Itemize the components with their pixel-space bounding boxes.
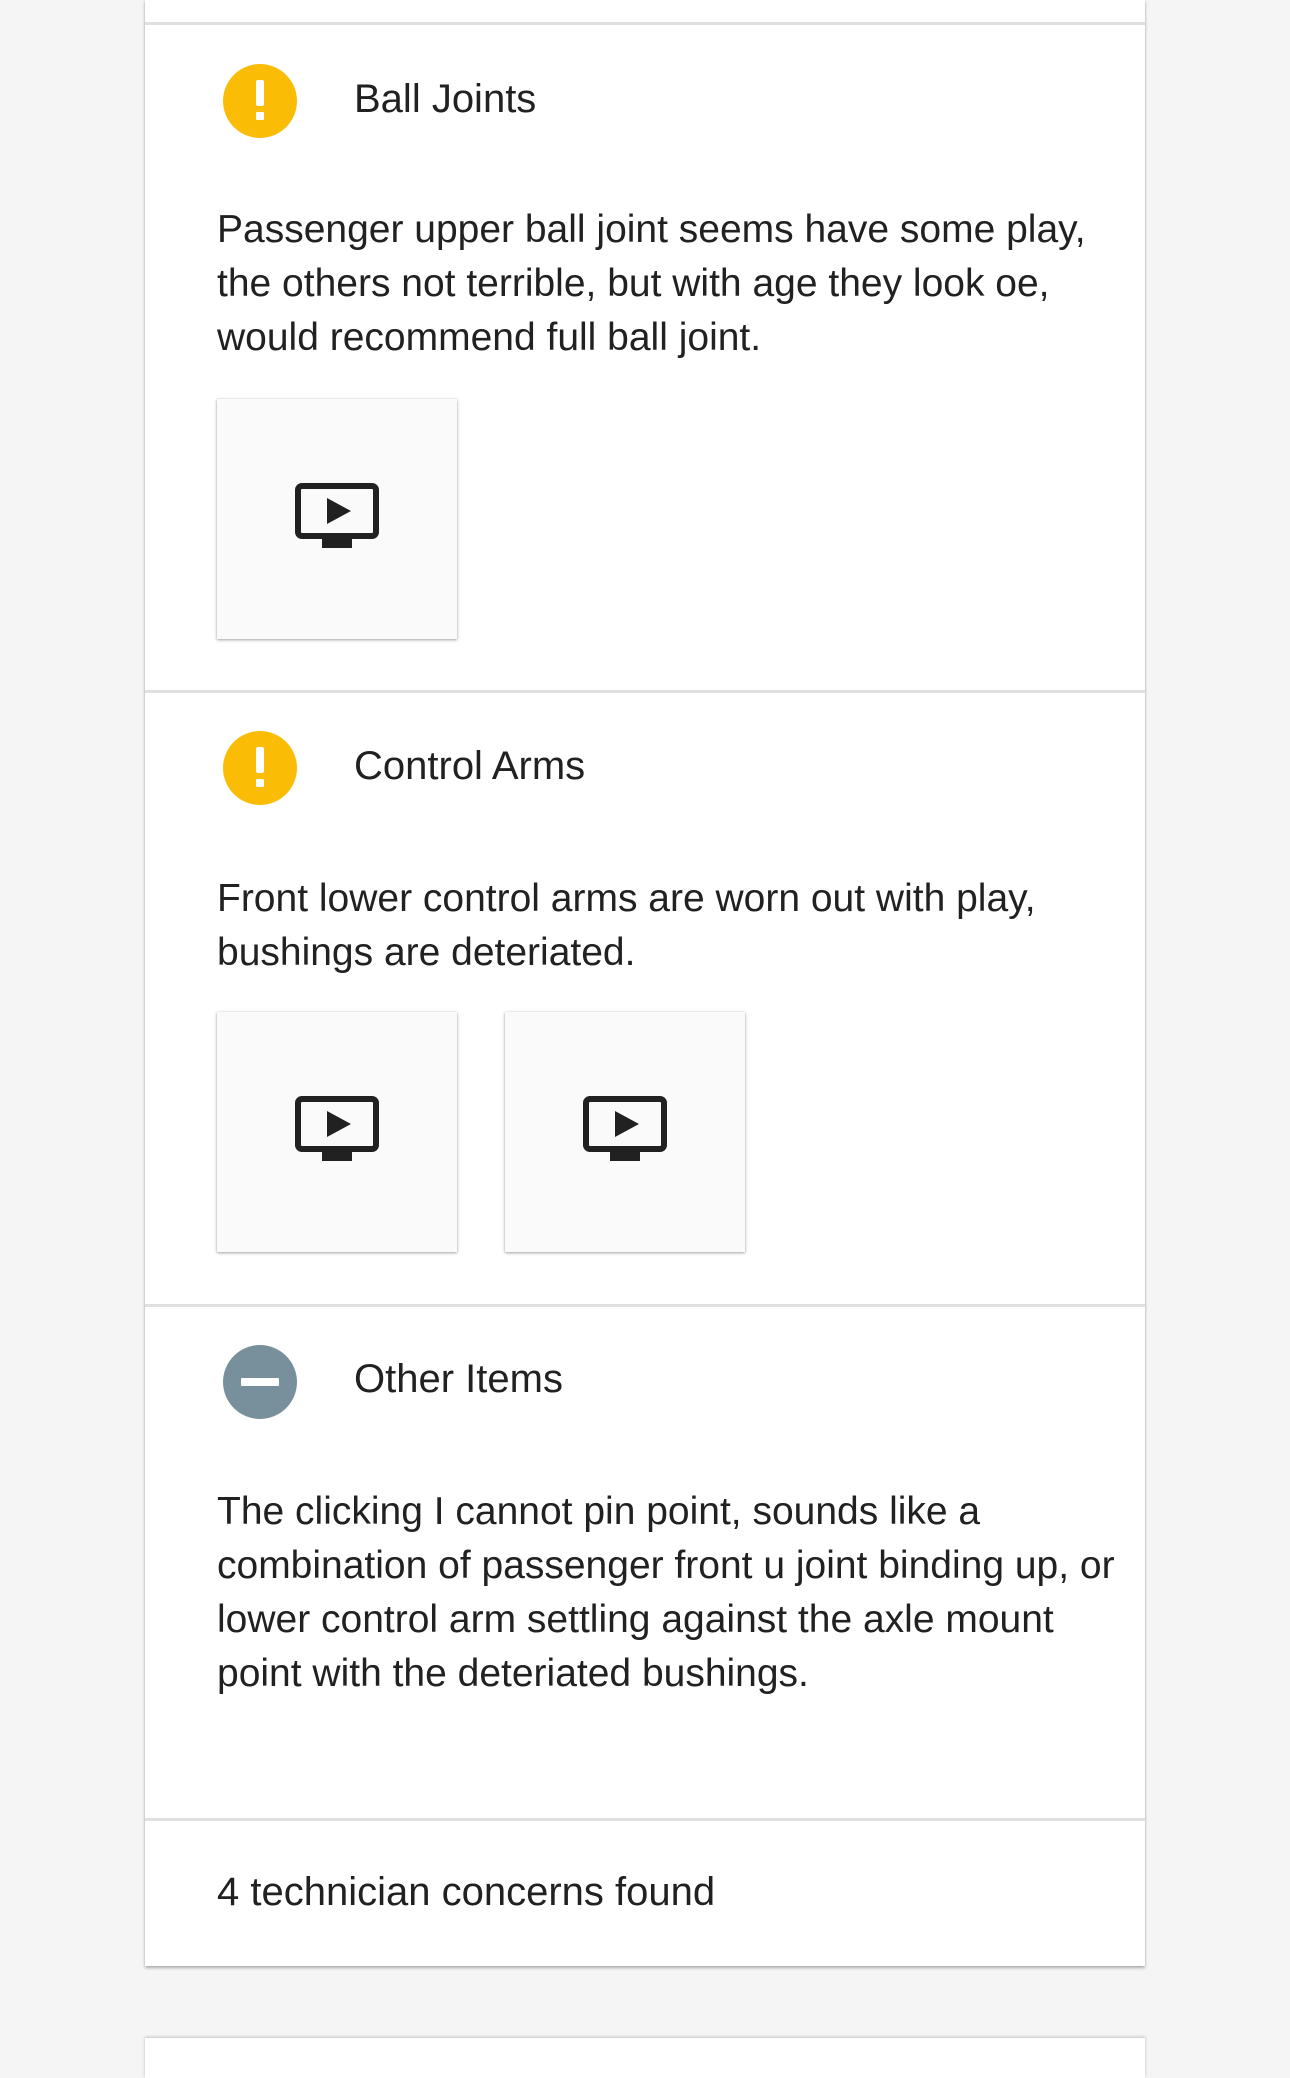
video-icon [295, 483, 379, 549]
video-thumbnail[interactable] [505, 1012, 745, 1252]
technician-concerns-card [145, 0, 1145, 1966]
video-icon [583, 1096, 667, 1162]
warning-circle-icon [223, 731, 297, 805]
concern-title: Other Items [354, 1357, 563, 1401]
warning-circle-icon [223, 64, 297, 138]
divider [145, 22, 1145, 25]
concerns-summary: 4 technician concerns found [217, 1870, 716, 1914]
video-icon [295, 1096, 379, 1162]
concern-description: The clicking I cannot pin point, sounds like a combination of passenger front u joint binding up, or lower control arm settling against the axle mount point with the deteriated bushings. [217, 1490, 1115, 1695]
divider [145, 1818, 1145, 1821]
concern-description: Passenger upper ball joint seems have some play, the others not terrible, but with age they look oe, would recommend full ball joint. [217, 208, 1086, 359]
minus-circle-icon [223, 1345, 297, 1419]
divider [145, 690, 1145, 693]
video-thumbnail[interactable] [217, 399, 457, 639]
divider [145, 1304, 1145, 1307]
video-thumbnail[interactable] [217, 1012, 457, 1252]
concern-title: Ball Joints [354, 77, 537, 121]
concern-title: Control Arms [354, 744, 586, 788]
concern-description: Front lower control arms are worn out with play, bushings are deteriated. [217, 877, 1036, 974]
next-card [145, 2038, 1145, 2078]
